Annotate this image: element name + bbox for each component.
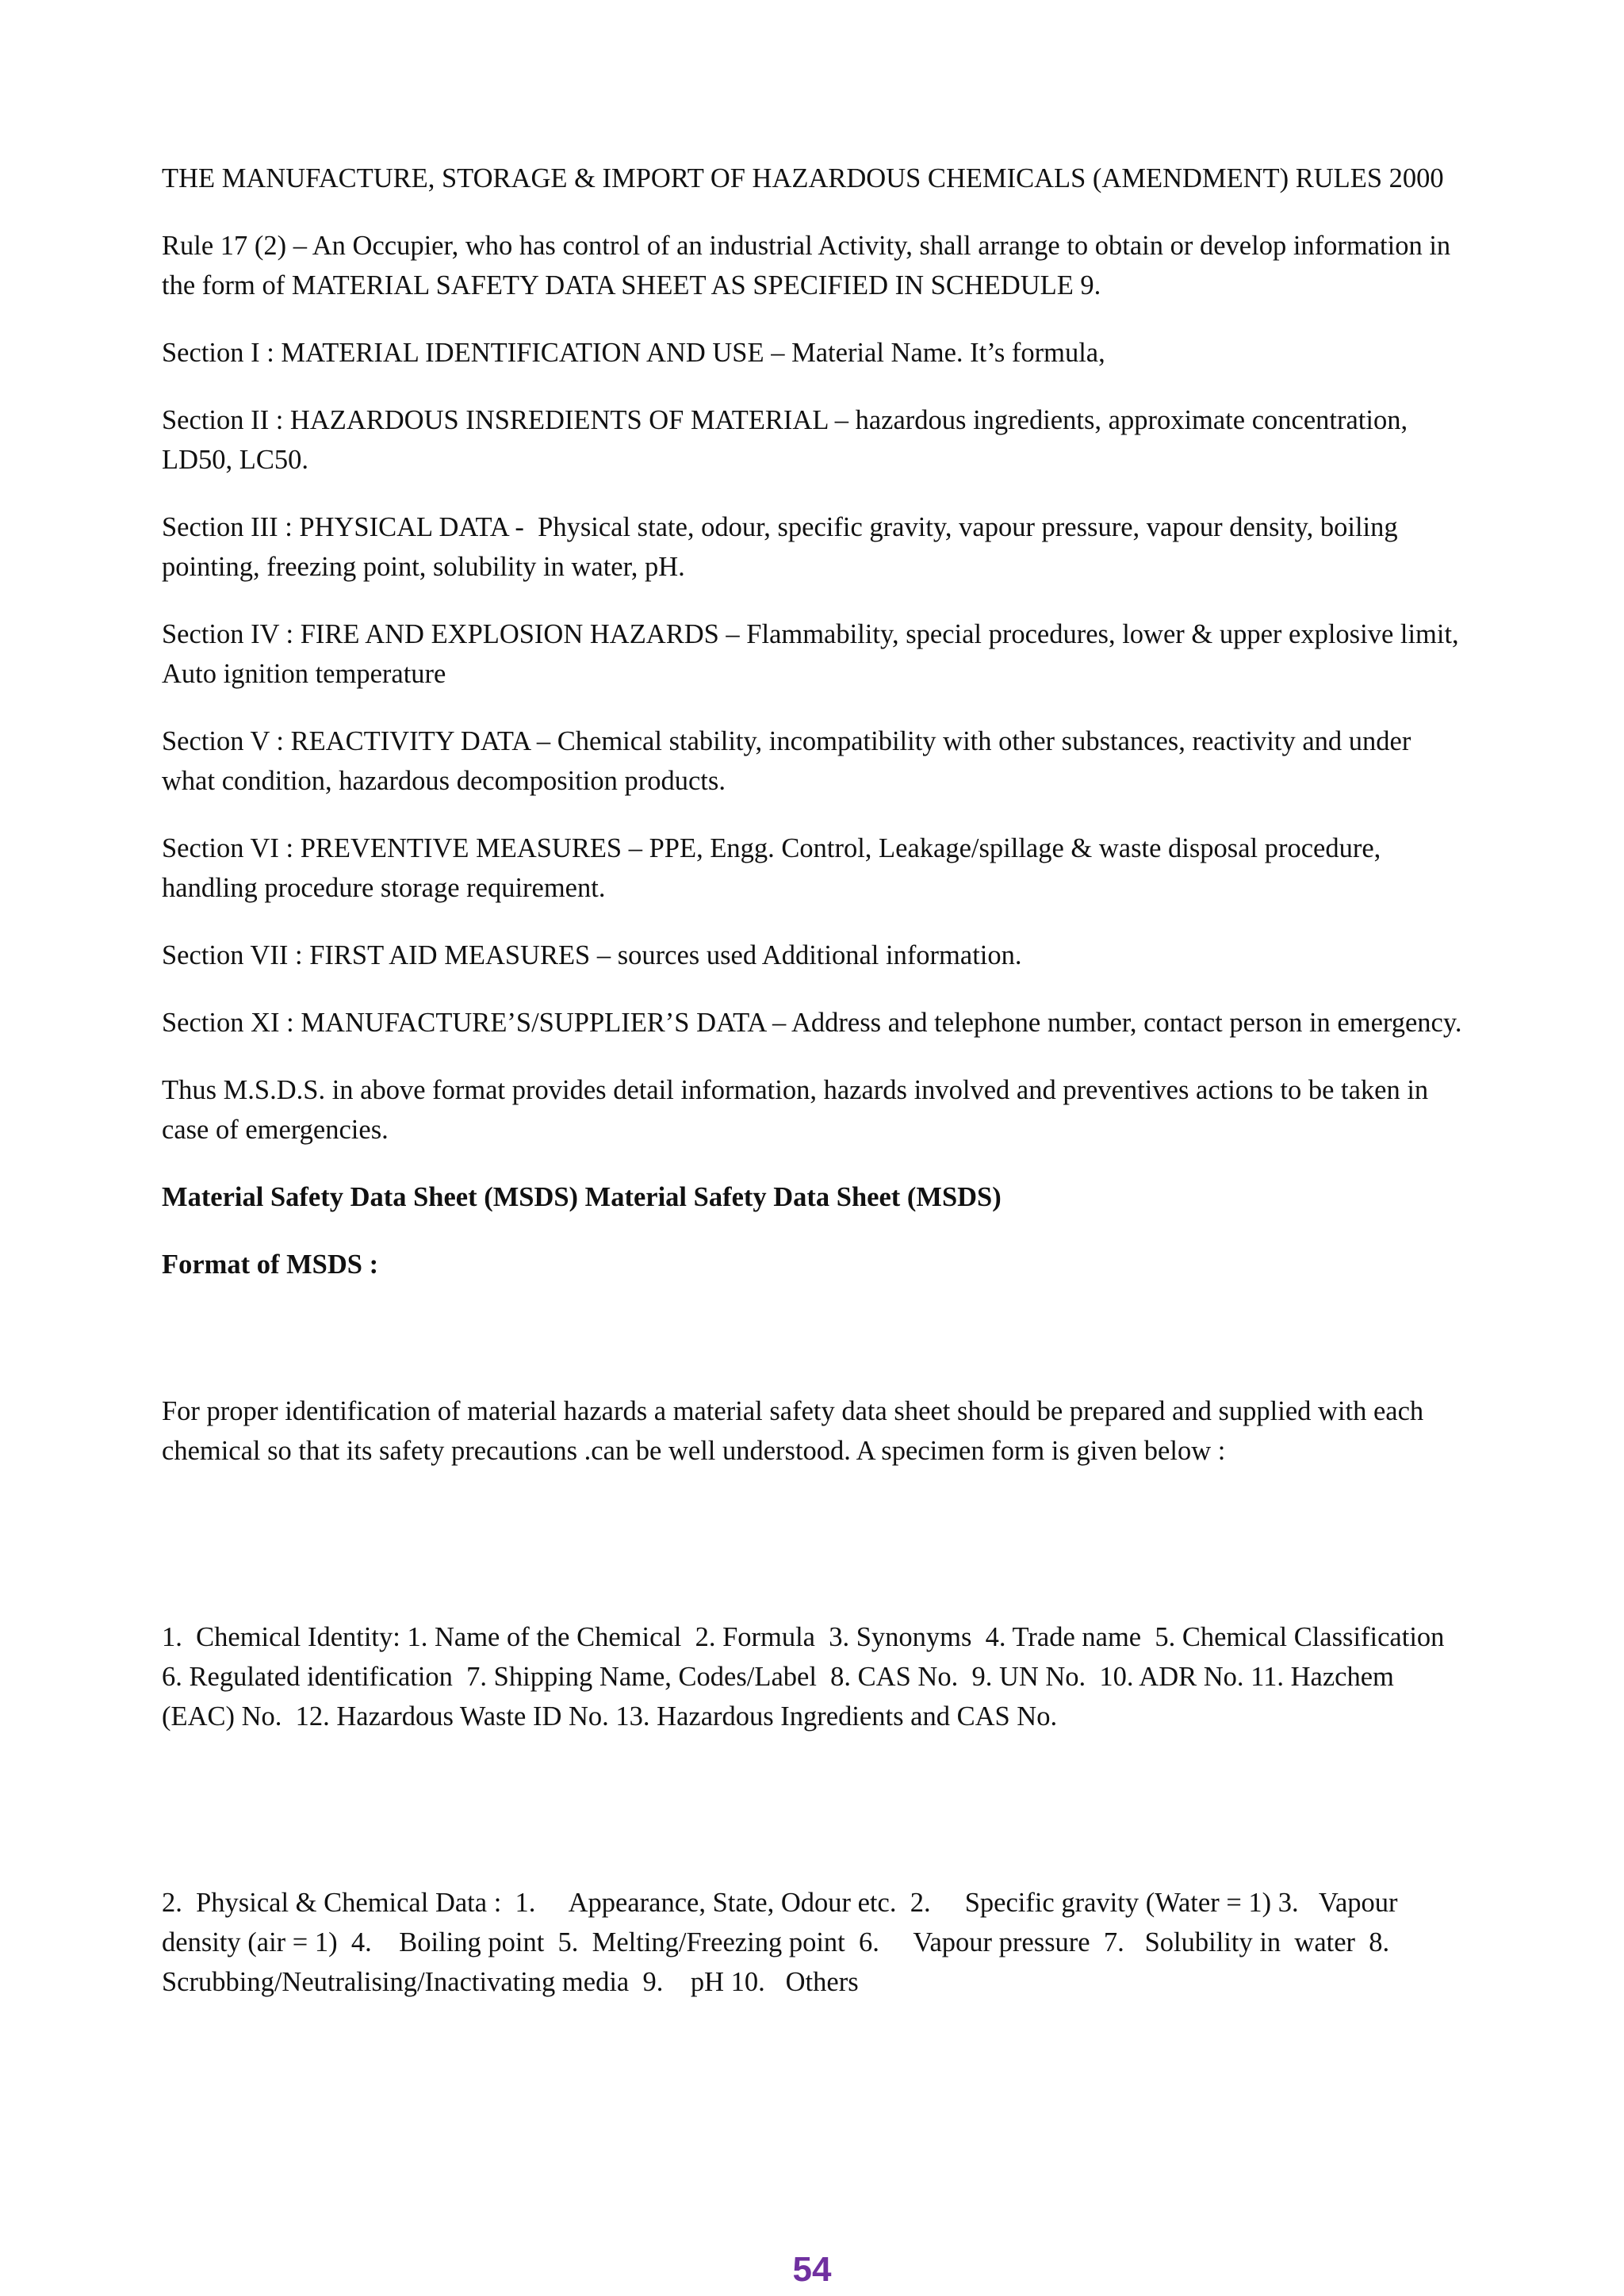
section-3: Section III : PHYSICAL DATA - Physical state, odour, specific gravity, vapour pressure, vapour density, boiling pointing, freezing point, solubility in water, pH. [162,512,1405,582]
chemical-identity-item: 1. Chemical Identity: 1. Name of the Chemical 2. Formula 3. Synonyms 4. Trade name 5. Chemical Classification 6. Regulated identification 7. Shipping Name, Codes/Label 8. CAS No. 9. UN No. 10. ADR No. 11. Hazchem (EAC) No. 12. Hazardous Waste ID No. 13. Hazardous Ingredients and CAS No. [162,1622,1458,1732]
section-7: Section VII : FIRST AID MEASURES – sources used Additional information. [162,940,1022,970]
document-body [162,159,1465,2030]
rule-paragraph: Rule 17 (2) – An Occupier, who has control of an industrial Activity, shall arrange to obtain or develop information in the form of MATERIAL SAFETY DATA SHEET AS SPECIFIED IN SCHEDULE 9. [162,231,1457,300]
section-2: Section II : HAZARDOUS INSREDIENTS OF MATERIAL – hazardous ingredients, approximate concentration, LD50, LC50. [162,405,1415,475]
intro-paragraph: For proper identification of material hazards a material safety data sheet should be prepared and supplied with each chemical so that its safety precautions .can be well understood. A specimen form is given below : [162,1396,1431,1466]
section-5: Section V : REACTIVITY DATA – Chemical stability, incompatibility with other substances, reactivity and under what condition, hazardous decomposition products. [162,726,1418,796]
summary-paragraph: Thus M.S.D.S. in above format provides detail information, hazards involved and preventives actions to be taken in case of emergencies. [162,1075,1435,1145]
page-number: 54 [792,2250,832,2289]
section-1: Section I : MATERIAL IDENTIFICATION AND USE – Material Name. It’s formula, [162,338,1105,368]
physical-chemical-data-item: 2. Physical & Chemical Data : 1. Appearance, State, Odour etc. 2. Specific gravity (Water = 1) 3. Vapour density (air = 1) 4. Boiling point 5. Melting/Freezing point 6. Vapour pressure 7. Solubility in water 8. Scrubbing/Neutralising/Inactivating media 9. pH 10. Others [162,1888,1424,1997]
section-4: Section IV : FIRE AND EXPLOSION HAZARDS – Flammability, special procedures, lower & upper explosive limit, Auto ignition temperature [162,619,1465,689]
section-6: Section VI : PREVENTIVE MEASURES – PPE, Engg. Control, Leakage/spillage & waste disposal procedure, handling procedure storage requirement. [162,833,1388,903]
section-11: Section XI : MANUFACTURE’S/SUPPLIER’S DATA – Address and telephone number, contact person in emergency. [162,1008,1462,1038]
document-title: THE MANUFACTURE, STORAGE & IMPORT OF HAZARDOUS CHEMICALS (AMENDMENT) RULES 2000 [162,163,1444,193]
format-heading: Format of MSDS : [162,1249,379,1280]
msds-heading: Material Safety Data Sheet (MSDS) Material Safety Data Sheet (MSDS) [162,1182,1002,1212]
